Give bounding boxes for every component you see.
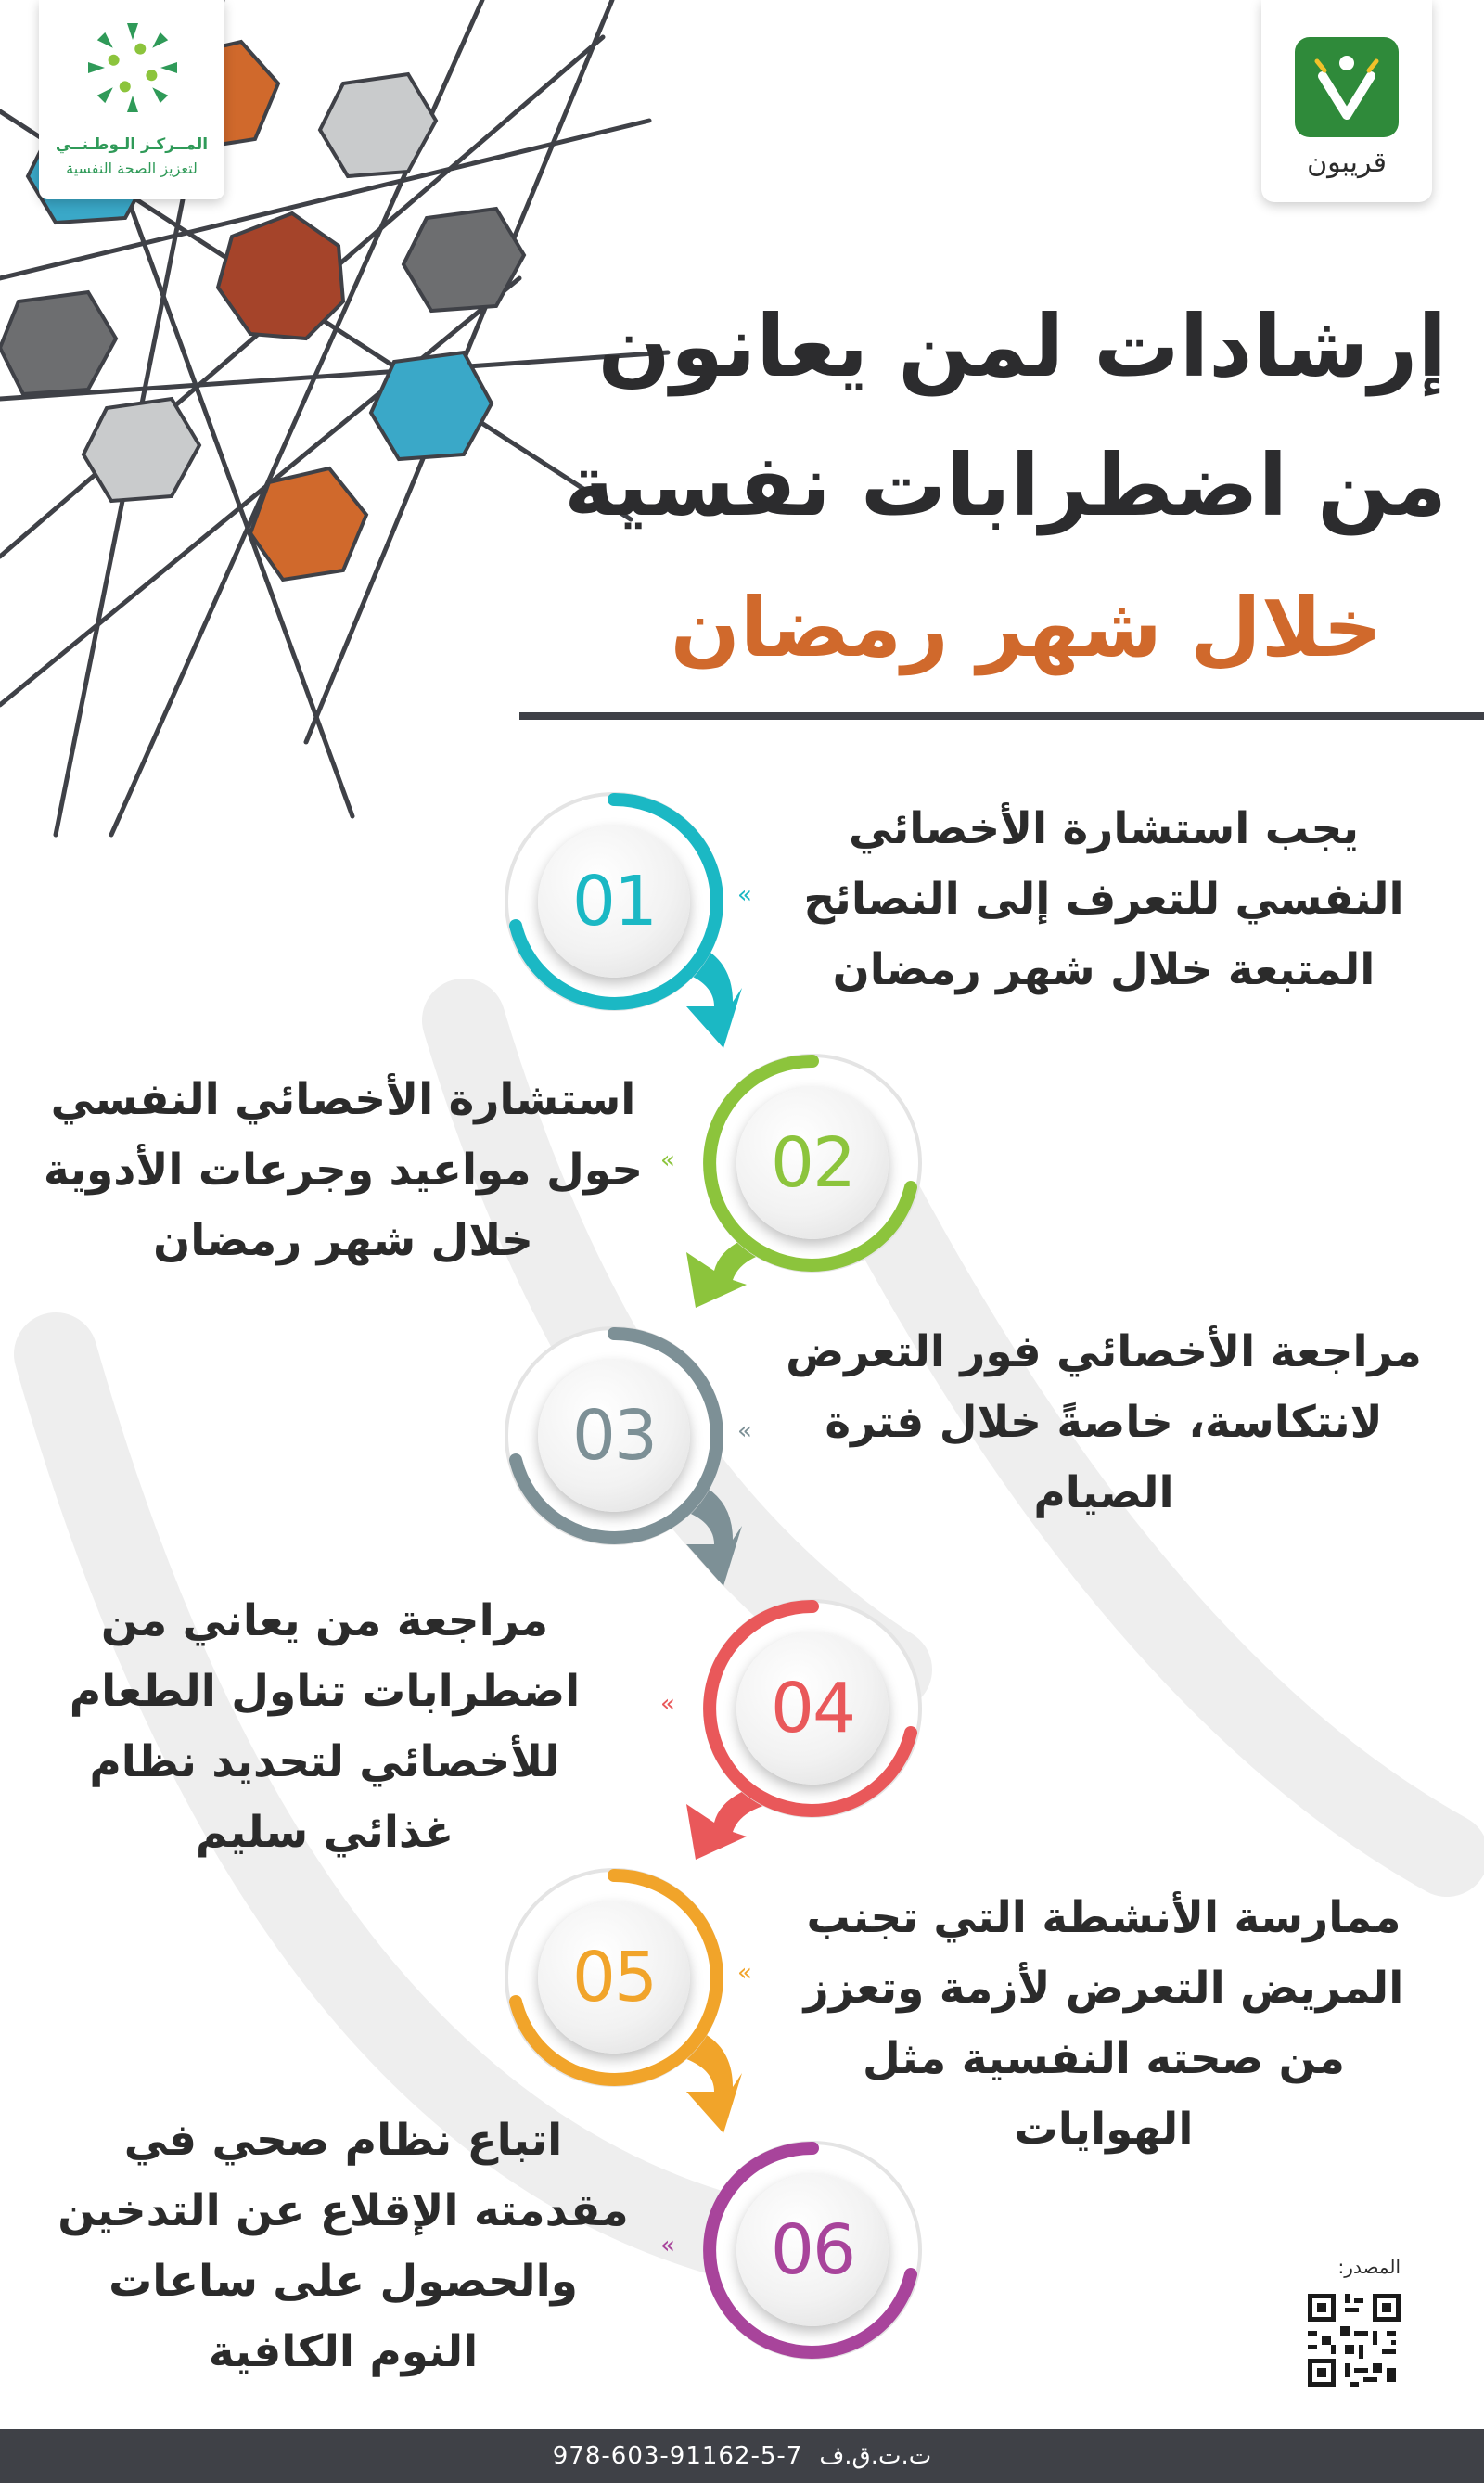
title-line-1: إرشادات لمن يعانون bbox=[597, 297, 1447, 396]
step-06-number: 06 bbox=[736, 2174, 889, 2326]
step-05-chevron-icon: « bbox=[737, 1959, 752, 1987]
source-label: المصدر: bbox=[1337, 2256, 1401, 2278]
step-06-text: اتباع نظام صحي في مقدمته الإقلاع عن التدخين والحصول على ساعات النوم الكافية bbox=[58, 2115, 629, 2377]
isbn-label: ت.ت.ق.ف bbox=[819, 2442, 932, 2470]
step-03-number: 03 bbox=[538, 1360, 690, 1512]
step-02-number: 02 bbox=[736, 1087, 889, 1239]
step-04-chevron-icon: « bbox=[660, 1690, 675, 1718]
step-03-text: مراجعة الأخصائي فور التعرض لانتكاسة، خاصةً خلال فترة الصيام bbox=[786, 1326, 1422, 1518]
step-05-number: 05 bbox=[538, 1901, 690, 2054]
step-04-number: 04 bbox=[736, 1632, 889, 1785]
step-02-text: استشارة الأخصائي النفسي حول مواعيد وجرعات الأدوية خلال شهر رمضان bbox=[43, 1074, 644, 1266]
isbn-number: 978-603-91162-5-7 bbox=[552, 2442, 803, 2470]
title-line-3: خلال شهر رمضان bbox=[670, 580, 1382, 675]
step-02-chevron-icon: « bbox=[660, 1146, 675, 1174]
step-06-chevron-icon: « bbox=[660, 2232, 675, 2259]
step-03-chevron-icon: « bbox=[737, 1417, 752, 1445]
step-01-number: 01 bbox=[538, 826, 690, 978]
org-name-line1: المــركـز الـوطـنــي bbox=[55, 135, 209, 154]
footer-bar bbox=[0, 2429, 1484, 2483]
qr-code[interactable] bbox=[1303, 2289, 1405, 2391]
step-01-chevron-icon: « bbox=[737, 881, 752, 909]
step-04-text: مراجعة من يعاني من اضطرابات تناول الطعام للأخصائي لتحديد نظام غذائي سليم bbox=[69, 1595, 581, 1858]
title-line-2: من اضطرابات نفسية bbox=[564, 436, 1447, 535]
step-05-text: ممارسة الأنشطة التي تجنب المريض التعرض لأزمة وتعزز من صحته النفسية مثل الهوايات bbox=[803, 1892, 1404, 2155]
org-name-line2: لتعزيز الصحة النفسية bbox=[66, 160, 198, 177]
step-01-text: يجب استشارة الأخصائي النفسي للتعرف إلى النصائح المتبعة خلال شهر رمضان bbox=[803, 803, 1404, 995]
app-name: قريبون bbox=[1307, 147, 1387, 179]
